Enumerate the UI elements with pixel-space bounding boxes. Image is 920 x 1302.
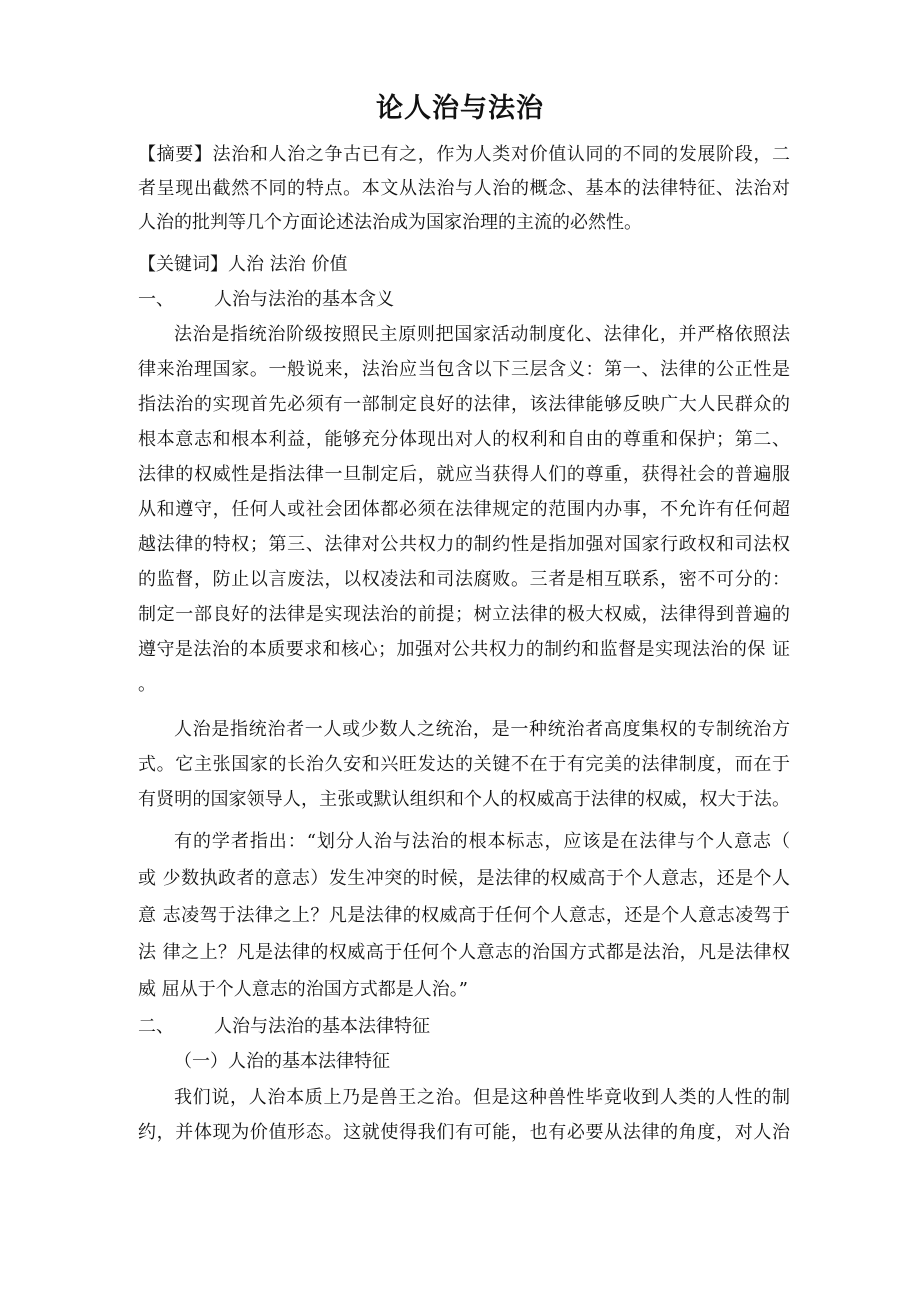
paragraph-line: 从和遵守，任何人或社会团体都必须在法律规定的范围内办事，不允许有任何超 — [138, 499, 790, 520]
paragraph-line: 威 屈从于个人意志的治国方式都是人治。” — [138, 979, 468, 1000]
paragraph-line: 越法律的特权；第三、法律对公共权力的制约性是指加强对国家行政权和司法权 — [138, 534, 790, 555]
abstract-line: 【摘要】法治和人治之争古已有之，作为人类对价值认同的不同的发展阶段，二 — [138, 144, 790, 165]
paragraph-line: 指法治的实现首先必须有一部制定良好的法律，该法律能够反映广大人民群众的 — [138, 394, 790, 415]
section-number: 二、 — [138, 1016, 174, 1037]
abstract-line: 者呈现出截然不同的特点。本文从法治与人治的概念、基本的法律特征、法治对 — [138, 178, 790, 199]
subsection-heading: （一）人治的基本法律特征 — [174, 1051, 390, 1072]
section-title: 人治与法治的基本含义 — [214, 289, 394, 310]
paragraph-line: 式。它主张国家的长治久安和兴旺发达的关键不在于有完美的法律制度，而在于 — [138, 754, 790, 775]
paragraph-line: 遵守是法治的本质要求和核心；加强对公共权力的制约和监督是实现法治的保 证 — [138, 639, 790, 660]
paragraph-line: 有的学者指出：“划分人治与法治的根本标志，应该是在法律与个人意志（ — [174, 831, 790, 852]
paragraph-line: 律来治理国家。一般说来，法治应当包含以下三层含义：第一、法律的公正性是 — [138, 359, 790, 380]
section-number: 一、 — [138, 289, 174, 310]
paragraph-line: 意 志凌驾于法律之上？凡是法律的权威高于任何个人意志，还是个人意志凌驾于 — [138, 905, 790, 926]
paragraph-line: 法律的权威性是指法律一旦制定后，就应当获得人们的尊重，获得社会的普遍服 — [138, 464, 790, 485]
paragraph-line: 法 律之上？凡是法律的权威高于任何个人意志的治国方式都是法治，凡是法律权 — [138, 942, 790, 963]
paragraph-line: 约，并体现为价值形态。这就使得我们有可能，也有必要从法律的角度，对人治 — [138, 1122, 790, 1143]
section-heading-2 — [138, 1010, 790, 1044]
paragraph-line: 的监督，防止以言废法，以权凌法和司法腐败。三者是相互联系，密不可分的： — [138, 569, 790, 590]
paragraph-line: 制定一部良好的法律是实现法治的前提；树立法律的极大权威，法律得到普遍的 — [138, 604, 790, 625]
abstract-line: 人治的批判等几个方面论述法治成为国家治理的主流的必然性。 — [138, 212, 642, 233]
paragraph-line: 人治是指统治者一人或少数人之统治，是一种统治者高度集权的专制统治方 — [174, 719, 790, 740]
paragraph-line: 有贤明的国家领导人，主张或默认组织和个人的权威高于法律的权威，权大于法。 — [138, 789, 790, 810]
paragraph-line: 根本意志和根本利益，能够充分体现出对人的权利和自由的尊重和保护；第二、 — [138, 429, 790, 450]
paragraph-line: 。 — [138, 674, 156, 695]
section-heading-1 — [138, 283, 790, 317]
keywords: 【关键词】人治 法治 价值 — [138, 254, 348, 275]
document-title: 论人治与法治 — [376, 93, 544, 124]
paragraph-line: 我们说，人治本质上乃是兽王之治。但是这种兽性毕竟收到人类的人性的制 — [174, 1087, 790, 1108]
paragraph-line: 法治是指统治阶级按照民主原则把国家活动制度化、法律化，并严格依照法 — [174, 324, 790, 345]
paragraph-line: 或 少数执政者的意志）发生冲突的时候，是法律的权威高于个人意志，还是个人 — [138, 868, 790, 889]
section-title: 人治与法治的基本法律特征 — [214, 1016, 430, 1037]
